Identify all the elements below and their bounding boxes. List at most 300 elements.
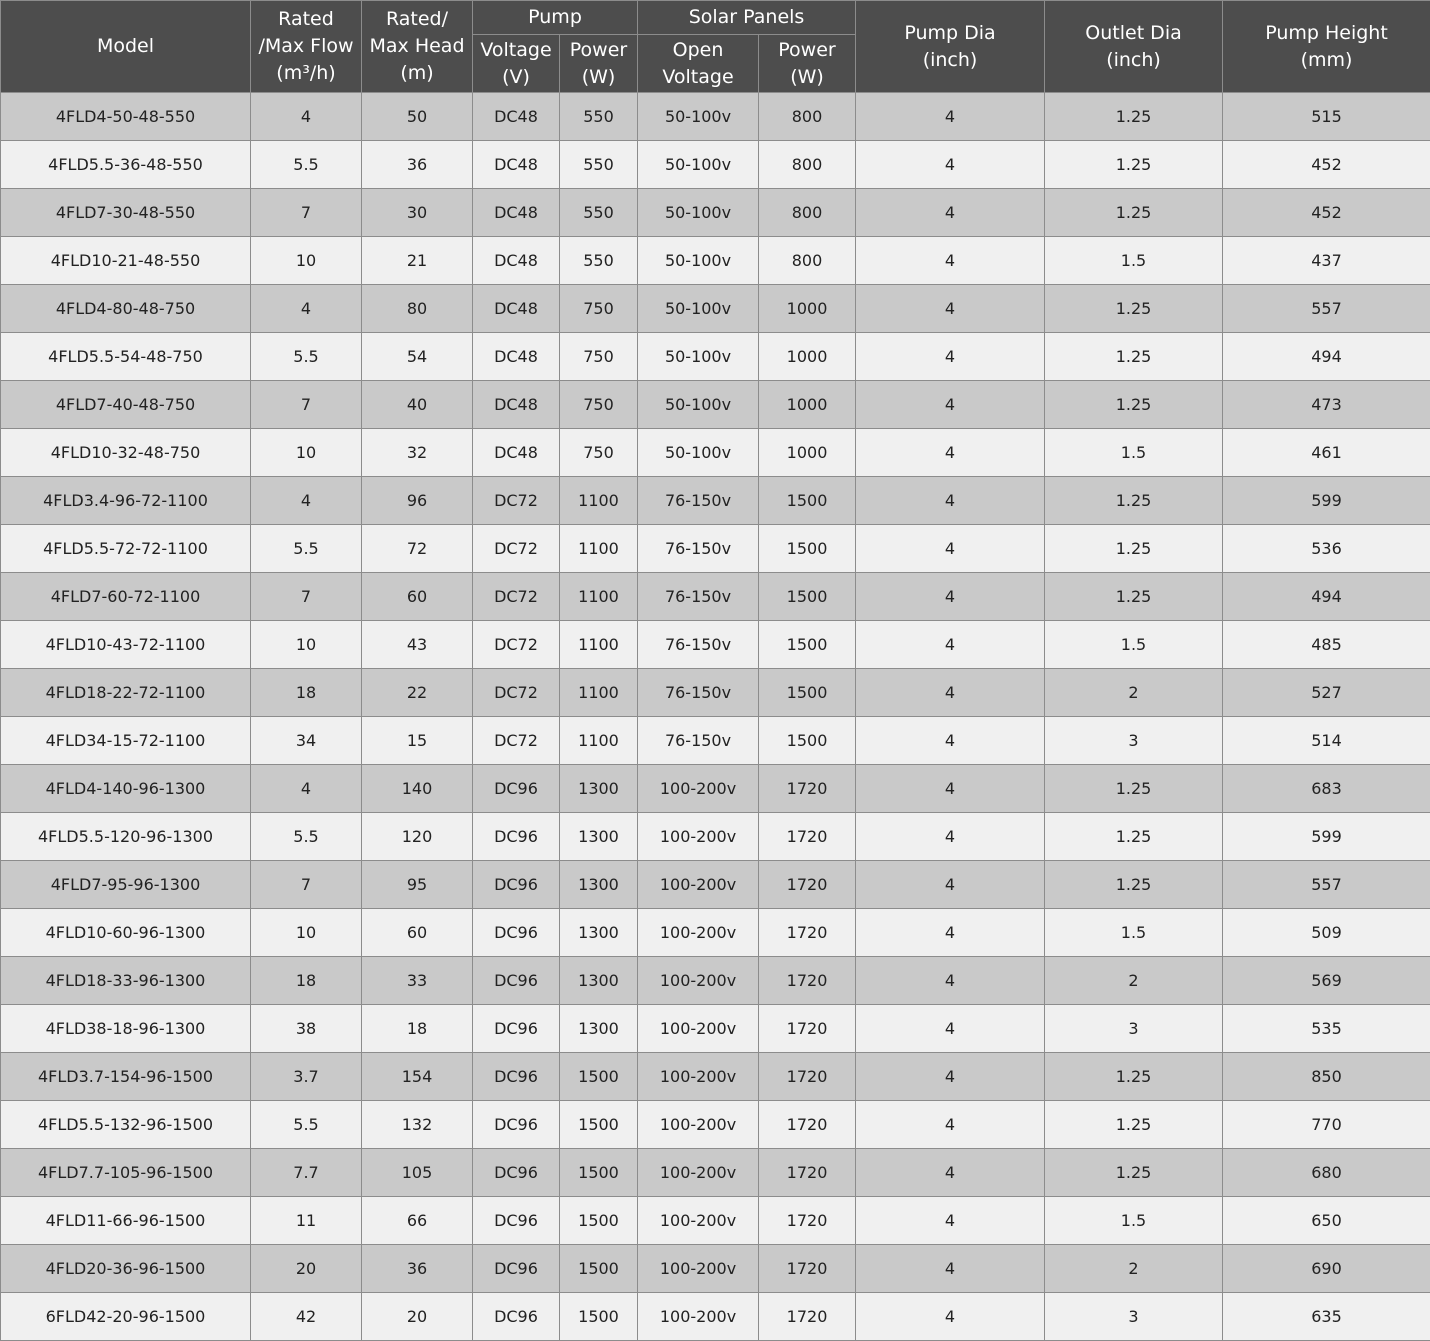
- cell-pump-dia: 4: [856, 93, 1045, 141]
- cell-solar-power: 800: [759, 141, 856, 189]
- cell-pump-voltage: DC48: [473, 333, 560, 381]
- table-row: [1, 621, 1430, 669]
- cell-model: 4FLD3.4-96-72-1100: [1, 477, 251, 525]
- cell-pump-voltage: DC72: [473, 717, 560, 765]
- cell-pump-height: 515: [1223, 93, 1430, 141]
- cell-pump-dia: 4: [856, 189, 1045, 237]
- table-row: [1, 1149, 1430, 1197]
- cell-flow: 11: [251, 1197, 362, 1245]
- cell-solar-power: 1720: [759, 1101, 856, 1149]
- cell-pump-dia: 4: [856, 333, 1045, 381]
- cell-flow: 10: [251, 237, 362, 285]
- cell-head: 132: [362, 1101, 473, 1149]
- cell-solar-open-voltage: 100-200v: [638, 1005, 759, 1053]
- cell-pump-voltage: DC48: [473, 285, 560, 333]
- cell-model: 4FLD5.5-54-48-750: [1, 333, 251, 381]
- cell-solar-power: 800: [759, 93, 856, 141]
- cell-solar-power: 1500: [759, 717, 856, 765]
- cell-model: 4FLD4-80-48-750: [1, 285, 251, 333]
- table-row: [1, 861, 1430, 909]
- cell-solar-open-voltage: 50-100v: [638, 333, 759, 381]
- cell-flow: 7: [251, 861, 362, 909]
- cell-pump-power: 1300: [560, 861, 638, 909]
- cell-pump-height: 569: [1223, 957, 1430, 1005]
- header-pump-voltage: Voltage (V): [473, 35, 560, 93]
- cell-outlet-dia: 3: [1045, 1293, 1223, 1341]
- cell-model: 4FLD5.5-132-96-1500: [1, 1101, 251, 1149]
- cell-pump-dia: 4: [856, 1245, 1045, 1293]
- cell-model: 4FLD10-32-48-750: [1, 429, 251, 477]
- cell-head: 43: [362, 621, 473, 669]
- cell-model: 4FLD3.7-154-96-1500: [1, 1053, 251, 1101]
- cell-solar-power: 1000: [759, 429, 856, 477]
- cell-solar-open-voltage: 50-100v: [638, 429, 759, 477]
- cell-flow: 5.5: [251, 813, 362, 861]
- cell-head: 120: [362, 813, 473, 861]
- cell-model: 4FLD18-22-72-1100: [1, 669, 251, 717]
- cell-model: 4FLD4-140-96-1300: [1, 765, 251, 813]
- cell-pump-power: 1100: [560, 717, 638, 765]
- cell-pump-height: 452: [1223, 141, 1430, 189]
- cell-flow: 5.5: [251, 525, 362, 573]
- cell-pump-dia: 4: [856, 1197, 1045, 1245]
- table-row: [1, 525, 1430, 573]
- cell-pump-power: 1300: [560, 765, 638, 813]
- table-row: [1, 189, 1430, 237]
- cell-solar-power: 1000: [759, 333, 856, 381]
- cell-pump-height: 599: [1223, 813, 1430, 861]
- cell-solar-open-voltage: 100-200v: [638, 1245, 759, 1293]
- cell-head: 20: [362, 1293, 473, 1341]
- cell-pump-dia: 4: [856, 957, 1045, 1005]
- table-row: [1, 669, 1430, 717]
- header-head: Rated/ Max Head (m): [362, 1, 473, 93]
- cell-solar-open-voltage: 76-150v: [638, 669, 759, 717]
- cell-outlet-dia: 1.25: [1045, 189, 1223, 237]
- cell-head: 154: [362, 1053, 473, 1101]
- cell-outlet-dia: 1.25: [1045, 1053, 1223, 1101]
- cell-pump-dia: 4: [856, 669, 1045, 717]
- cell-outlet-dia: 1.25: [1045, 93, 1223, 141]
- cell-outlet-dia: 1.25: [1045, 381, 1223, 429]
- cell-solar-power: 1720: [759, 1149, 856, 1197]
- cell-pump-height: 536: [1223, 525, 1430, 573]
- table-row: [1, 957, 1430, 1005]
- cell-solar-power: 1500: [759, 477, 856, 525]
- cell-flow: 4: [251, 93, 362, 141]
- cell-solar-power: 1720: [759, 1197, 856, 1245]
- cell-pump-power: 1300: [560, 813, 638, 861]
- cell-pump-voltage: DC72: [473, 669, 560, 717]
- cell-pump-height: 770: [1223, 1101, 1430, 1149]
- cell-pump-voltage: DC48: [473, 93, 560, 141]
- cell-outlet-dia: 3: [1045, 1005, 1223, 1053]
- cell-solar-power: 1500: [759, 621, 856, 669]
- cell-model: 4FLD7.7-105-96-1500: [1, 1149, 251, 1197]
- cell-pump-voltage: DC96: [473, 1149, 560, 1197]
- cell-solar-power: 1500: [759, 669, 856, 717]
- cell-pump-height: 683: [1223, 765, 1430, 813]
- cell-solar-open-voltage: 100-200v: [638, 765, 759, 813]
- cell-model: 4FLD18-33-96-1300: [1, 957, 251, 1005]
- cell-model: 4FLD7-30-48-550: [1, 189, 251, 237]
- cell-pump-power: 1300: [560, 909, 638, 957]
- cell-pump-voltage: DC96: [473, 1053, 560, 1101]
- cell-pump-power: 550: [560, 189, 638, 237]
- cell-solar-power: 1720: [759, 909, 856, 957]
- cell-pump-height: 494: [1223, 573, 1430, 621]
- cell-head: 105: [362, 1149, 473, 1197]
- cell-flow: 10: [251, 621, 362, 669]
- header-flow: Rated /Max Flow (m³/h): [251, 1, 362, 93]
- cell-pump-dia: 4: [856, 525, 1045, 573]
- cell-pump-dia: 4: [856, 573, 1045, 621]
- cell-pump-height: 680: [1223, 1149, 1430, 1197]
- cell-solar-open-voltage: 50-100v: [638, 141, 759, 189]
- cell-flow: 18: [251, 669, 362, 717]
- cell-head: 50: [362, 93, 473, 141]
- table-row: [1, 381, 1430, 429]
- cell-solar-power: 1720: [759, 1245, 856, 1293]
- cell-pump-voltage: DC72: [473, 477, 560, 525]
- cell-flow: 10: [251, 429, 362, 477]
- header-solar-open-voltage: Open Voltage: [638, 35, 759, 93]
- cell-solar-power: 1500: [759, 573, 856, 621]
- table-header: [1, 1, 1430, 93]
- cell-solar-power: 1720: [759, 1005, 856, 1053]
- cell-pump-power: 750: [560, 333, 638, 381]
- cell-pump-voltage: DC48: [473, 381, 560, 429]
- cell-pump-power: 1500: [560, 1101, 638, 1149]
- cell-model: 4FLD7-95-96-1300: [1, 861, 251, 909]
- cell-pump-power: 750: [560, 381, 638, 429]
- cell-flow: 5.5: [251, 1101, 362, 1149]
- cell-pump-power: 750: [560, 285, 638, 333]
- cell-outlet-dia: 1.5: [1045, 621, 1223, 669]
- cell-model: 4FLD7-40-48-750: [1, 381, 251, 429]
- cell-model: 6FLD42-20-96-1500: [1, 1293, 251, 1341]
- table-row: [1, 1245, 1430, 1293]
- cell-pump-voltage: DC48: [473, 141, 560, 189]
- cell-pump-height: 509: [1223, 909, 1430, 957]
- cell-solar-power: 1500: [759, 525, 856, 573]
- cell-outlet-dia: 1.25: [1045, 285, 1223, 333]
- cell-pump-dia: 4: [856, 141, 1045, 189]
- cell-pump-dia: 4: [856, 381, 1045, 429]
- cell-outlet-dia: 1.25: [1045, 477, 1223, 525]
- cell-pump-voltage: DC96: [473, 1197, 560, 1245]
- cell-solar-open-voltage: 50-100v: [638, 189, 759, 237]
- cell-outlet-dia: 1.5: [1045, 429, 1223, 477]
- cell-flow: 10: [251, 909, 362, 957]
- header-pump-dia: Pump Dia (inch): [856, 1, 1045, 93]
- cell-pump-voltage: DC72: [473, 525, 560, 573]
- table-row: [1, 717, 1430, 765]
- cell-outlet-dia: 1.5: [1045, 909, 1223, 957]
- cell-pump-height: 473: [1223, 381, 1430, 429]
- cell-solar-power: 1720: [759, 1053, 856, 1101]
- table-row: [1, 813, 1430, 861]
- cell-pump-voltage: DC96: [473, 1245, 560, 1293]
- cell-pump-power: 1500: [560, 1293, 638, 1341]
- cell-solar-power: 1000: [759, 381, 856, 429]
- cell-pump-height: 452: [1223, 189, 1430, 237]
- cell-head: 66: [362, 1197, 473, 1245]
- header-outlet-dia: Outlet Dia (inch): [1045, 1, 1223, 93]
- cell-head: 22: [362, 669, 473, 717]
- cell-solar-open-voltage: 50-100v: [638, 285, 759, 333]
- cell-pump-power: 1100: [560, 621, 638, 669]
- cell-solar-power: 1720: [759, 1293, 856, 1341]
- cell-head: 21: [362, 237, 473, 285]
- cell-flow: 42: [251, 1293, 362, 1341]
- cell-pump-dia: 4: [856, 765, 1045, 813]
- cell-outlet-dia: 1.5: [1045, 1197, 1223, 1245]
- cell-pump-power: 1500: [560, 1149, 638, 1197]
- table-row: [1, 1101, 1430, 1149]
- cell-model: 4FLD5.5-36-48-550: [1, 141, 251, 189]
- table-row: [1, 909, 1430, 957]
- cell-pump-height: 650: [1223, 1197, 1430, 1245]
- cell-pump-voltage: DC96: [473, 813, 560, 861]
- cell-pump-height: 437: [1223, 237, 1430, 285]
- cell-head: 32: [362, 429, 473, 477]
- cell-head: 33: [362, 957, 473, 1005]
- cell-solar-open-voltage: 50-100v: [638, 381, 759, 429]
- cell-head: 36: [362, 1245, 473, 1293]
- cell-pump-power: 550: [560, 93, 638, 141]
- cell-pump-dia: 4: [856, 477, 1045, 525]
- table-row: [1, 429, 1430, 477]
- cell-model: 4FLD10-43-72-1100: [1, 621, 251, 669]
- cell-pump-power: 1300: [560, 1005, 638, 1053]
- cell-head: 140: [362, 765, 473, 813]
- table-row: [1, 765, 1430, 813]
- cell-pump-power: 1300: [560, 957, 638, 1005]
- cell-solar-open-voltage: 100-200v: [638, 1149, 759, 1197]
- cell-outlet-dia: 2: [1045, 957, 1223, 1005]
- cell-model: 4FLD4-50-48-550: [1, 93, 251, 141]
- cell-pump-power: 550: [560, 141, 638, 189]
- cell-pump-height: 850: [1223, 1053, 1430, 1101]
- cell-model: 4FLD10-21-48-550: [1, 237, 251, 285]
- cell-pump-voltage: DC96: [473, 1005, 560, 1053]
- cell-outlet-dia: 1.25: [1045, 525, 1223, 573]
- header-pump-group: Pump: [473, 1, 638, 35]
- cell-solar-open-voltage: 76-150v: [638, 477, 759, 525]
- cell-outlet-dia: 1.25: [1045, 813, 1223, 861]
- header-model: Model: [1, 1, 251, 93]
- table-row: [1, 285, 1430, 333]
- cell-pump-power: 1500: [560, 1245, 638, 1293]
- cell-pump-voltage: DC48: [473, 429, 560, 477]
- cell-solar-open-voltage: 100-200v: [638, 1197, 759, 1245]
- cell-pump-dia: 4: [856, 717, 1045, 765]
- table-row: [1, 1197, 1430, 1245]
- cell-flow: 7.7: [251, 1149, 362, 1197]
- cell-pump-dia: 4: [856, 1149, 1045, 1197]
- cell-pump-dia: 4: [856, 813, 1045, 861]
- cell-pump-voltage: DC72: [473, 573, 560, 621]
- cell-pump-voltage: DC96: [473, 957, 560, 1005]
- cell-model: 4FLD10-60-96-1300: [1, 909, 251, 957]
- cell-flow: 34: [251, 717, 362, 765]
- cell-head: 54: [362, 333, 473, 381]
- header-solar-power: Power (W): [759, 35, 856, 93]
- cell-outlet-dia: 2: [1045, 1245, 1223, 1293]
- table-row: [1, 141, 1430, 189]
- header-solar-group: Solar Panels: [638, 1, 856, 35]
- cell-solar-open-voltage: 76-150v: [638, 717, 759, 765]
- cell-pump-power: 1100: [560, 669, 638, 717]
- cell-flow: 5.5: [251, 333, 362, 381]
- cell-pump-height: 635: [1223, 1293, 1430, 1341]
- cell-head: 40: [362, 381, 473, 429]
- cell-solar-power: 1720: [759, 813, 856, 861]
- cell-solar-open-voltage: 100-200v: [638, 1053, 759, 1101]
- cell-pump-dia: 4: [856, 1053, 1045, 1101]
- cell-pump-voltage: DC96: [473, 1293, 560, 1341]
- cell-pump-dia: 4: [856, 429, 1045, 477]
- cell-flow: 7: [251, 189, 362, 237]
- cell-pump-power: 550: [560, 237, 638, 285]
- cell-head: 96: [362, 477, 473, 525]
- cell-outlet-dia: 1.25: [1045, 1149, 1223, 1197]
- cell-flow: 5.5: [251, 141, 362, 189]
- cell-pump-height: 557: [1223, 861, 1430, 909]
- cell-solar-power: 1720: [759, 861, 856, 909]
- cell-head: 36: [362, 141, 473, 189]
- cell-head: 60: [362, 909, 473, 957]
- cell-outlet-dia: 1.25: [1045, 1101, 1223, 1149]
- cell-outlet-dia: 1.25: [1045, 333, 1223, 381]
- cell-pump-voltage: DC96: [473, 1101, 560, 1149]
- cell-outlet-dia: 1.25: [1045, 141, 1223, 189]
- cell-solar-open-voltage: 100-200v: [638, 813, 759, 861]
- cell-pump-height: 514: [1223, 717, 1430, 765]
- cell-pump-power: 1500: [560, 1197, 638, 1245]
- cell-solar-open-voltage: 76-150v: [638, 621, 759, 669]
- table-row: [1, 1293, 1430, 1341]
- cell-solar-power: 1720: [759, 957, 856, 1005]
- cell-solar-power: 800: [759, 237, 856, 285]
- cell-solar-open-voltage: 50-100v: [638, 93, 759, 141]
- cell-pump-dia: 4: [856, 1293, 1045, 1341]
- cell-flow: 7: [251, 381, 362, 429]
- cell-head: 95: [362, 861, 473, 909]
- cell-model: 4FLD11-66-96-1500: [1, 1197, 251, 1245]
- cell-pump-dia: 4: [856, 285, 1045, 333]
- table-row: [1, 1053, 1430, 1101]
- cell-pump-dia: 4: [856, 1101, 1045, 1149]
- cell-pump-dia: 4: [856, 621, 1045, 669]
- cell-model: 4FLD20-36-96-1500: [1, 1245, 251, 1293]
- cell-model: 4FLD34-15-72-1100: [1, 717, 251, 765]
- cell-flow: 20: [251, 1245, 362, 1293]
- cell-solar-open-voltage: 100-200v: [638, 909, 759, 957]
- cell-model: 4FLD5.5-120-96-1300: [1, 813, 251, 861]
- cell-outlet-dia: 3: [1045, 717, 1223, 765]
- cell-outlet-dia: 1.25: [1045, 861, 1223, 909]
- cell-pump-dia: 4: [856, 237, 1045, 285]
- cell-model: 4FLD38-18-96-1300: [1, 1005, 251, 1053]
- cell-pump-voltage: DC48: [473, 237, 560, 285]
- cell-flow: 3.7: [251, 1053, 362, 1101]
- cell-solar-open-voltage: 76-150v: [638, 525, 759, 573]
- cell-pump-height: 690: [1223, 1245, 1430, 1293]
- cell-solar-power: 1720: [759, 765, 856, 813]
- cell-head: 60: [362, 573, 473, 621]
- cell-head: 72: [362, 525, 473, 573]
- cell-pump-voltage: DC72: [473, 621, 560, 669]
- cell-pump-power: 1100: [560, 573, 638, 621]
- cell-outlet-dia: 2: [1045, 669, 1223, 717]
- cell-pump-voltage: DC96: [473, 765, 560, 813]
- cell-model: 4FLD5.5-72-72-1100: [1, 525, 251, 573]
- cell-solar-open-voltage: 100-200v: [638, 1293, 759, 1341]
- cell-head: 18: [362, 1005, 473, 1053]
- cell-pump-power: 750: [560, 429, 638, 477]
- cell-model: 4FLD7-60-72-1100: [1, 573, 251, 621]
- cell-pump-power: 1100: [560, 477, 638, 525]
- table-row: [1, 93, 1430, 141]
- cell-solar-open-voltage: 100-200v: [638, 957, 759, 1005]
- cell-solar-power: 1000: [759, 285, 856, 333]
- table-row: [1, 573, 1430, 621]
- cell-solar-open-voltage: 76-150v: [638, 573, 759, 621]
- header-pump-power: Power (W): [560, 35, 638, 93]
- cell-outlet-dia: 1.25: [1045, 765, 1223, 813]
- cell-flow: 4: [251, 285, 362, 333]
- cell-pump-power: 1500: [560, 1053, 638, 1101]
- cell-head: 30: [362, 189, 473, 237]
- cell-flow: 38: [251, 1005, 362, 1053]
- cell-pump-height: 535: [1223, 1005, 1430, 1053]
- cell-pump-voltage: DC48: [473, 189, 560, 237]
- table-row: [1, 1005, 1430, 1053]
- table-row: [1, 237, 1430, 285]
- header-pump-height: Pump Height (mm): [1223, 1, 1430, 93]
- cell-flow: 7: [251, 573, 362, 621]
- table-row: [1, 477, 1430, 525]
- cell-pump-height: 599: [1223, 477, 1430, 525]
- cell-pump-dia: 4: [856, 909, 1045, 957]
- cell-flow: 4: [251, 477, 362, 525]
- cell-pump-height: 485: [1223, 621, 1430, 669]
- cell-pump-height: 494: [1223, 333, 1430, 381]
- cell-pump-height: 527: [1223, 669, 1430, 717]
- cell-solar-power: 800: [759, 189, 856, 237]
- cell-solar-open-voltage: 100-200v: [638, 861, 759, 909]
- cell-pump-voltage: DC96: [473, 861, 560, 909]
- cell-flow: 4: [251, 765, 362, 813]
- cell-pump-power: 1100: [560, 525, 638, 573]
- cell-solar-open-voltage: 50-100v: [638, 237, 759, 285]
- cell-outlet-dia: 1.25: [1045, 573, 1223, 621]
- cell-pump-voltage: DC96: [473, 909, 560, 957]
- cell-pump-dia: 4: [856, 1005, 1045, 1053]
- cell-pump-dia: 4: [856, 861, 1045, 909]
- table-body: [1, 93, 1430, 1341]
- cell-flow: 18: [251, 957, 362, 1005]
- cell-head: 80: [362, 285, 473, 333]
- cell-outlet-dia: 1.5: [1045, 237, 1223, 285]
- cell-head: 15: [362, 717, 473, 765]
- table-row: [1, 333, 1430, 381]
- cell-solar-open-voltage: 100-200v: [638, 1101, 759, 1149]
- cell-pump-height: 461: [1223, 429, 1430, 477]
- cell-pump-height: 557: [1223, 285, 1430, 333]
